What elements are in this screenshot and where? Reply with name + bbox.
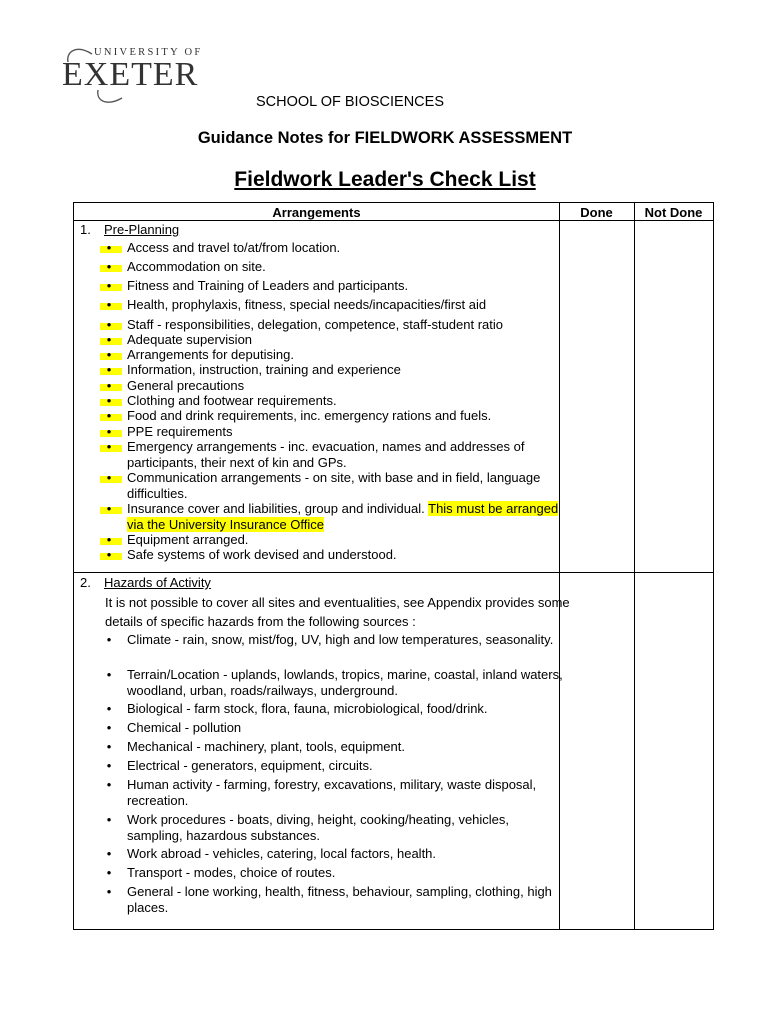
bullet-icon: • bbox=[106, 317, 112, 332]
list-item: • Food and drink requirements, inc. emergency rations and fuels. bbox=[127, 408, 567, 424]
section-number: 1. bbox=[80, 222, 91, 237]
bullet-icon: • bbox=[106, 846, 112, 861]
list-item: • Biological - farm stock, flora, fauna, microbiological, food/drink. bbox=[127, 701, 567, 717]
bullet-icon: • bbox=[106, 347, 112, 362]
header-done: Done bbox=[580, 205, 613, 220]
list-item: • Clothing and footwear requirements. bbox=[127, 393, 567, 409]
header-divider bbox=[74, 220, 713, 221]
list-item: • Human activity - farming, forestry, excavations, military, waste disposal, recreation. bbox=[127, 777, 567, 808]
list-item: • Chemical - pollution bbox=[127, 720, 567, 736]
checklist-table bbox=[73, 202, 714, 930]
bullet-icon: • bbox=[106, 701, 112, 716]
section-divider bbox=[74, 572, 713, 573]
bullet-icon: • bbox=[106, 667, 112, 682]
bullet-icon: • bbox=[106, 884, 112, 899]
bullet-icon: • bbox=[106, 278, 112, 293]
list-item: • Terrain/Location - uplands, lowlands, tropics, marine, coastal, inland waters, woodland, urban, roads/railways, underground. bbox=[127, 667, 567, 698]
bullet-icon: • bbox=[106, 547, 112, 562]
logo-name: EXETER bbox=[62, 56, 199, 93]
list-item: • Access and travel to/at/from location. bbox=[127, 240, 567, 256]
bullet-icon: • bbox=[106, 297, 112, 312]
list-item: • Transport - modes, choice of routes. bbox=[127, 865, 567, 881]
list-item: • Equipment arranged. bbox=[127, 532, 567, 548]
list-item: • Emergency arrangements - inc. evacuation, names and addresses of participants, their next of kin and GPs. bbox=[127, 439, 567, 470]
list-item: • Safe systems of work devised and understood. bbox=[127, 547, 567, 563]
bullet-icon: • bbox=[106, 777, 112, 792]
list-item: • Adequate supervision bbox=[127, 332, 567, 348]
list-item: • PPE requirements bbox=[127, 424, 567, 440]
section-heading bbox=[80, 222, 179, 237]
list-item: • Climate - rain, snow, mist/fog, UV, high and low temperatures, seasonality. bbox=[127, 632, 567, 648]
bullet-icon: • bbox=[106, 393, 112, 408]
list-item: • Information, instruction, training and experience bbox=[127, 362, 567, 378]
section-title: Hazards of Activity bbox=[104, 575, 211, 590]
list-item: • Communication arrangements - on site, with base and in field, language difficulties. bbox=[127, 470, 567, 501]
bullet-icon: • bbox=[106, 758, 112, 773]
list-item: • Mechanical - machinery, plant, tools, equipment. bbox=[127, 739, 567, 755]
header-arrangements: Arrangements bbox=[272, 205, 361, 220]
bullet-icon: • bbox=[106, 259, 112, 274]
bullet-icon: • bbox=[106, 378, 112, 393]
list-item: • Insurance cover and liabilities, group and individual. This must be arranged via the University Insurance Office bbox=[127, 501, 567, 532]
bullet-icon: • bbox=[106, 532, 112, 547]
bullet-icon: • bbox=[106, 632, 112, 647]
logo-university-of: UNIVERSITY OF bbox=[94, 47, 203, 58]
bullet-icon: • bbox=[106, 501, 112, 516]
section-intro: It is not possible to cover all sites and eventualities, see Appendix provides some details of specific hazards from the following sources : bbox=[105, 595, 570, 629]
list-item: • Staff - responsibilities, delegation, competence, staff-student ratio bbox=[127, 317, 567, 333]
school-name: SCHOOL OF BIOSCIENCES bbox=[256, 94, 444, 110]
section-title: Pre-Planning bbox=[104, 222, 180, 237]
bullet-icon: • bbox=[106, 439, 112, 454]
insurance-note: This must be arranged via the University Insurance Office bbox=[127, 501, 559, 532]
section-heading bbox=[80, 575, 211, 590]
bullet-icon: • bbox=[106, 720, 112, 735]
list-item: • Health, prophylaxis, fitness, special needs/incapacities/first aid bbox=[127, 297, 567, 313]
list-item: • Accommodation on site. bbox=[127, 259, 567, 275]
document-subtitle: Guidance Notes for FIELDWORK ASSESSMENT bbox=[197, 129, 573, 147]
bullet-icon: • bbox=[106, 424, 112, 439]
column-divider bbox=[634, 203, 635, 929]
list-item: • Fitness and Training of Leaders and participants. bbox=[127, 278, 567, 294]
bullet-icon: • bbox=[106, 362, 112, 377]
bullet-icon: • bbox=[106, 739, 112, 754]
document-title: Fieldwork Leader's Check List bbox=[234, 168, 536, 191]
bullet-icon: • bbox=[106, 240, 112, 255]
list-item: • General - lone working, health, fitness, behaviour, sampling, clothing, high places. bbox=[127, 884, 567, 915]
bullet-icon: • bbox=[106, 408, 112, 423]
list-item: • General precautions bbox=[127, 378, 567, 394]
bullet-icon: • bbox=[106, 332, 112, 347]
bullet-icon: • bbox=[106, 812, 112, 827]
bullet-icon: • bbox=[106, 470, 112, 485]
list-item: • Electrical - generators, equipment, circuits. bbox=[127, 758, 567, 774]
list-item: • Arrangements for deputising. bbox=[127, 347, 567, 363]
section-number: 2. bbox=[80, 575, 91, 590]
header-not-done: Not Done bbox=[644, 205, 703, 220]
list-item: • Work procedures - boats, diving, height, cooking/heating, vehicles, sampling, hazardous substances. bbox=[127, 812, 567, 843]
bullet-icon: • bbox=[106, 865, 112, 880]
list-item: • Work abroad - vehicles, catering, local factors, health. bbox=[127, 846, 567, 862]
